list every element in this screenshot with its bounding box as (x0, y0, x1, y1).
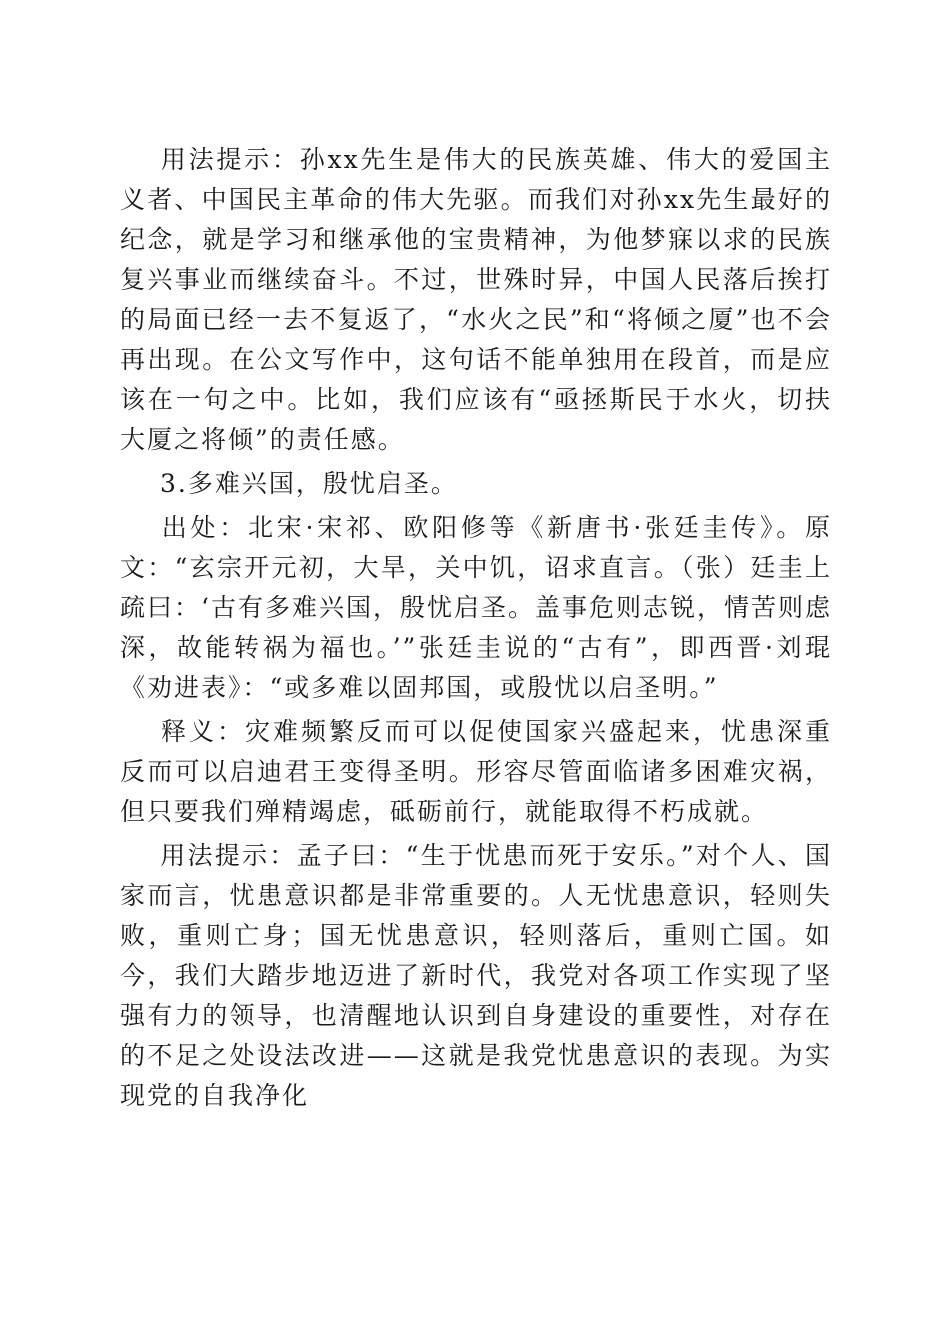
paragraph-text: 释义：灾难频繁反而可以促使国家兴盛起来，忧患深重反而可以启迪君王变得圣明。形容尽管面临诸多困难灾祸，但只要我们殚精竭虑，砥砺前行，就能取得不朽成就。 (120, 717, 832, 826)
paragraph-text: 用法提示：孙xx先生是伟大的民族英雄、伟大的爱国主义者、中国民主革命的伟大先驱。而我们对孙xx先生最好的纪念，就是学习和继承他的宝贵精神，为他梦寐以求的民族复兴事业而继续奋斗。不过，世殊时异，中国人民落后挨打的局面已经一去不复返了，“水火之民”和“将倾之厦”也不会再出现。在公文写作中，这句话不能单独用在段首，而是应该在一句之中。比如，我们应该有“亟拯斯民于水火，切扶大厦之将倾”的责任感。 (120, 145, 832, 454)
paragraph-definition (120, 712, 832, 832)
paragraph-text: 3.多难兴国，殷忧启圣。 (160, 469, 458, 498)
paragraph-heading-3 (120, 464, 832, 504)
paragraph-usage-hint-mencius (120, 836, 832, 1116)
body-text (120, 140, 832, 1116)
paragraph-text: 用法提示：孟子曰：“生于忧患而死于安乐。”对个人、国家而言，忧患意识都是非常重要的。人无忧患意识，轻则失败，重则亡身；国无忧患意识，轻则落后，重则亡国。如今，我们大踏步地迈进了新时代，我党对各项工作实现了坚强有力的领导，也清醒地认识到自身建设的重要性，对存在的不足之处设法改进——这就是我党忧患意识的表现。为实现党的自我净化 (120, 841, 832, 1110)
paragraph-usage-hint-sun (120, 140, 832, 460)
paragraph-source (120, 508, 832, 708)
paragraph-text: 出处：北宋·宋祁、欧阳修等《新唐书·张廷圭传》。原文：“玄宗开元初，大旱，关中饥，诏求直言。（张）廷圭上疏曰：‘古有多难兴国，殷忧启圣。盖事危则志锐，情苦则虑深，故能转祸为福也。’”张廷圭说的“古有”，即西晋·刘琨《劝进表》：“或多难以固邦国，或殷忧以启圣明。” (120, 513, 832, 702)
